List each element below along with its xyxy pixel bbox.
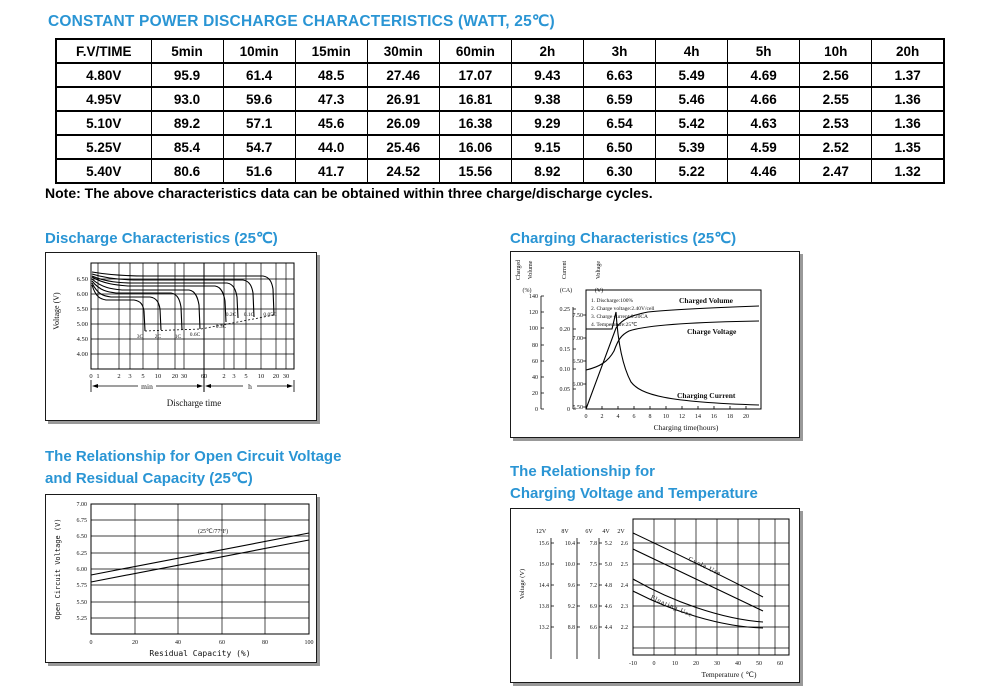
scale-value: 13.2 xyxy=(538,625,549,631)
ytick: 6.50 xyxy=(76,534,87,540)
xtick: 40 xyxy=(175,640,181,646)
scale-value: 2.3 xyxy=(620,604,628,610)
ytick: 6.25 xyxy=(76,551,87,557)
table-cell: 26.09 xyxy=(367,111,439,135)
page-title: CONSTANT POWER DISCHARGE CHARACTERISTICS (WATT, 25℃) xyxy=(48,13,555,30)
curve-label: 1C xyxy=(174,334,182,340)
table-cell: 9.38 xyxy=(511,87,583,111)
xtick: 20 xyxy=(693,661,699,667)
scale-value: 2.4 xyxy=(620,583,628,589)
table-cell: 1.37 xyxy=(872,63,944,87)
table-cell: 4.63 xyxy=(728,111,800,135)
table-cell: 5.40V xyxy=(56,159,151,183)
scale-value: 8.8 xyxy=(567,625,575,631)
table-cell: 5.49 xyxy=(656,63,728,87)
table-cell: 6.30 xyxy=(583,159,655,183)
xtick: 10 xyxy=(663,414,669,420)
scale-value: 9.6 xyxy=(567,583,575,589)
cvt-title-line1: The Relationship for xyxy=(510,463,656,480)
constant-power-table xyxy=(55,38,945,184)
table-cell: 27.46 xyxy=(367,63,439,87)
ytick: 5.75 xyxy=(76,583,87,589)
curve-label: 3C xyxy=(136,334,144,340)
table-cell: 5.22 xyxy=(656,159,728,183)
table-cell: 2.52 xyxy=(800,135,872,159)
table-cell: 17.07 xyxy=(439,63,511,87)
table-header-cell: 10h xyxy=(800,39,872,63)
table-header-cell: 3h xyxy=(583,39,655,63)
xtick: 60 xyxy=(777,661,783,667)
xtick: 30 xyxy=(282,373,290,380)
ytick: 0 xyxy=(535,407,538,413)
xtick: 20 xyxy=(743,414,749,420)
xtick: 1 xyxy=(96,373,100,380)
table-header-cell: F.V/TIME xyxy=(56,39,151,63)
table-cell: 6.50 xyxy=(583,135,655,159)
ytick: 6.50 xyxy=(76,276,88,283)
scale-value: 7.5 xyxy=(589,562,597,568)
ytick: 7.00 xyxy=(76,502,87,508)
table-cell: 4.69 xyxy=(728,63,800,87)
discharge-chart xyxy=(45,252,317,421)
xtick: 4 xyxy=(616,414,620,420)
scale-value: 6.6 xyxy=(589,625,597,631)
table-cell: 1.36 xyxy=(872,111,944,135)
xtick: 10 xyxy=(257,373,265,380)
ytick: 6.00 xyxy=(76,567,87,573)
discharge-yticks xyxy=(77,276,88,358)
cvt-curves xyxy=(633,533,763,628)
ytick: 7.00 xyxy=(572,336,583,342)
xtick: 2 xyxy=(600,414,604,420)
ytick: 40 xyxy=(532,375,538,381)
xtick: 3 xyxy=(128,373,132,380)
note-line: 1. Discharge:100% xyxy=(591,298,634,304)
table-row xyxy=(56,135,944,159)
ytick: 120 xyxy=(529,310,538,316)
cvt-ylabel: Voltage (V) xyxy=(519,568,526,600)
xtick: 2 xyxy=(117,373,121,380)
ocv-yticks xyxy=(77,502,88,622)
ocv-annotation: (25℃/77°F) xyxy=(198,529,229,535)
table-cell: 2.55 xyxy=(800,87,872,111)
table-cell: 41.7 xyxy=(295,159,367,183)
cvt-col-headers xyxy=(536,529,626,535)
ytick: 0.20 xyxy=(559,327,570,333)
xtick: 12 xyxy=(679,414,685,420)
table-row xyxy=(56,159,944,183)
cvt-chart-svg xyxy=(511,509,799,682)
ytick: 6.00 xyxy=(572,382,583,388)
table-cell: 15.56 xyxy=(439,159,511,183)
table-cell: 61.4 xyxy=(223,63,295,87)
table-header-cell: 4h xyxy=(656,39,728,63)
table-cell: 4.66 xyxy=(728,87,800,111)
curve-label: Charge Voltage xyxy=(687,327,737,336)
scale-value: 10.0 xyxy=(564,562,575,568)
band-label: Cycle Use xyxy=(686,555,723,578)
col-header: 12V xyxy=(535,529,547,535)
curve-label: 2C xyxy=(154,334,162,340)
table-cell: 4.59 xyxy=(728,135,800,159)
scale-value: 6.9 xyxy=(589,604,597,610)
table-header-cell: 5min xyxy=(151,39,223,63)
xtick: 20 xyxy=(132,640,138,646)
table-cell: 85.4 xyxy=(151,135,223,159)
col-header: 6V xyxy=(585,529,593,535)
ocv-chart xyxy=(45,494,317,663)
ytick: 60 xyxy=(532,359,538,365)
ytick: 100 xyxy=(529,326,538,332)
table-header-cell: 2h xyxy=(511,39,583,63)
scale-value: 5.2 xyxy=(604,541,612,547)
table-cell: 5.10V xyxy=(56,111,151,135)
table-cell: 26.91 xyxy=(367,87,439,111)
min-bracket-label: min xyxy=(141,382,153,391)
table-header-row xyxy=(56,39,944,63)
table-cell: 44.0 xyxy=(295,135,367,159)
ytick: 4.50 xyxy=(76,336,88,343)
scale-value: 2.6 xyxy=(620,541,628,547)
xtick: 0 xyxy=(89,373,93,380)
ytick: 0.25 xyxy=(559,307,570,313)
discharge-xticks xyxy=(89,373,289,380)
table-cell: 54.7 xyxy=(223,135,295,159)
axis-name: Voltage xyxy=(596,260,602,280)
xtick: 50 xyxy=(756,661,762,667)
xtick: 100 xyxy=(304,640,314,646)
ytick: 0 xyxy=(567,407,570,413)
xtick: 60 xyxy=(200,373,208,380)
table-row xyxy=(56,87,944,111)
xtick: 5 xyxy=(244,373,248,380)
note-line: 3. Charge current:0.20CA xyxy=(591,314,649,320)
curve-label: 0.3C xyxy=(215,324,227,330)
scale-value: 4.4 xyxy=(604,625,612,631)
ytick: 5.25 xyxy=(76,616,87,622)
scale-value: 4.6 xyxy=(604,604,612,610)
ytick: 4.00 xyxy=(76,351,88,358)
table-cell: 5.25V xyxy=(56,135,151,159)
curve-label: Charging Current xyxy=(677,391,736,400)
scale-value: 9.2 xyxy=(567,604,575,610)
table-header-cell: 10min xyxy=(223,39,295,63)
curve-label: 0.1C xyxy=(243,312,255,318)
ytick: 0.15 xyxy=(559,347,570,353)
xtick: 16 xyxy=(711,414,717,420)
ytick: 140 xyxy=(529,294,538,300)
axis-name: Volume xyxy=(528,260,534,280)
cvt-section-title xyxy=(510,461,758,505)
table-cell: 16.81 xyxy=(439,87,511,111)
table-cell: 80.6 xyxy=(151,159,223,183)
table-cell: 2.56 xyxy=(800,63,872,87)
table-note: Note: The above characteristics data can be obtained within three charge/discharge cycles. xyxy=(45,185,653,201)
ocv-ylabel: Open Circuit Voltage (V) xyxy=(54,518,62,620)
table-header-cell: 60min xyxy=(439,39,511,63)
table-cell: 1.35 xyxy=(872,135,944,159)
scale-value: 15.6 xyxy=(538,541,549,547)
cvt-band-labels xyxy=(649,556,722,619)
xtick: 0 xyxy=(89,640,93,646)
charging-xticks xyxy=(585,414,750,420)
scale-value: 4.8 xyxy=(604,583,612,589)
table-cell: 45.6 xyxy=(295,111,367,135)
discharge-unit-brackets xyxy=(91,380,294,392)
xtick: 30 xyxy=(714,661,720,667)
table-cell: 6.59 xyxy=(583,87,655,111)
col-header: 4V xyxy=(602,529,610,535)
table-cell: 2.53 xyxy=(800,111,872,135)
axis-unit: (%) xyxy=(522,288,532,294)
cvt-xticks xyxy=(629,661,783,667)
xtick: 2 xyxy=(222,373,226,380)
band-label: Floating Use xyxy=(649,594,694,620)
cvt-scale-brackets xyxy=(551,538,602,659)
charging-section-title: Charging Characteristics (25℃) xyxy=(510,230,737,247)
xtick: 20 xyxy=(272,373,280,380)
table-header-cell: 5h xyxy=(728,39,800,63)
ocv-xlabel: Residual Capacity (%) xyxy=(149,649,251,658)
scale-value: 5.0 xyxy=(604,562,612,568)
ytick: 5.50 xyxy=(572,405,583,411)
xtick: 5 xyxy=(141,373,145,380)
table-cell: 51.6 xyxy=(223,159,295,183)
ytick: 6.75 xyxy=(76,518,87,524)
xtick: 8 xyxy=(648,414,652,420)
table-cell: 57.1 xyxy=(223,111,295,135)
xtick: 20 xyxy=(171,373,179,380)
table-cell: 95.9 xyxy=(151,63,223,87)
xtick: -10 xyxy=(629,661,637,667)
table-cell: 4.46 xyxy=(728,159,800,183)
axis-unit: (V) xyxy=(594,288,604,294)
ytick: 0.10 xyxy=(559,367,570,373)
xtick: 0 xyxy=(584,414,588,420)
xtick: 40 xyxy=(735,661,741,667)
ocv-chart-svg xyxy=(46,495,316,662)
ocv-section-title xyxy=(45,446,341,490)
table-cell: 4.95V xyxy=(56,87,151,111)
ytick: 0.05 xyxy=(559,387,570,393)
cvt-xlabel: Temperature ( ℃) xyxy=(701,670,757,679)
xtick: 0 xyxy=(652,661,656,667)
curve-label: 0.05C xyxy=(263,312,277,318)
cvt-scale-values xyxy=(539,541,628,631)
table-cell: 4.80V xyxy=(56,63,151,87)
ytick: 6.00 xyxy=(76,291,88,298)
axis-name: Charged xyxy=(516,259,522,281)
curve-label: 0.2C xyxy=(225,312,237,318)
col-header: 8V xyxy=(561,529,569,535)
curve-label: 0.6C xyxy=(189,332,201,338)
scale-value: 15.0 xyxy=(538,562,549,568)
xtick: 6 xyxy=(632,414,636,420)
table-cell: 6.54 xyxy=(583,111,655,135)
table-header-cell: 15min xyxy=(295,39,367,63)
scale-value: 2.5 xyxy=(620,562,628,568)
h-bracket-label: h xyxy=(248,382,252,391)
table-cell: 5.39 xyxy=(656,135,728,159)
table-cell: 24.52 xyxy=(367,159,439,183)
table-row xyxy=(56,63,944,87)
charging-chart-svg xyxy=(511,252,799,437)
xtick: 80 xyxy=(262,640,268,646)
table-cell: 9.29 xyxy=(511,111,583,135)
charging-chart xyxy=(510,251,800,438)
table-cell: 47.3 xyxy=(295,87,367,111)
charging-xlabel: Charging time(hours) xyxy=(653,423,719,432)
xtick: 18 xyxy=(727,414,733,420)
xtick: 30 xyxy=(180,373,188,380)
ocv-xticks xyxy=(90,640,314,646)
axis-name: Current xyxy=(562,260,568,280)
discharge-section-title: Discharge Characteristics (25℃) xyxy=(45,230,278,247)
discharge-xlabel: Discharge time xyxy=(166,398,222,408)
note-line: 4. Temperature:25℃ xyxy=(591,322,638,328)
ocv-title-line2: and Residual Capacity (25℃) xyxy=(45,470,253,487)
table-row xyxy=(56,111,944,135)
col-header: 2V xyxy=(617,529,625,535)
ytick: 5.50 xyxy=(76,306,88,313)
ytick: 20 xyxy=(532,391,538,397)
cvt-title-line2: Charging Voltage and Temperature xyxy=(510,485,758,502)
charging-ytick-labels xyxy=(529,294,583,413)
table-header-cell: 20h xyxy=(872,39,944,63)
table-cell: 48.5 xyxy=(295,63,367,87)
table-cell: 1.36 xyxy=(872,87,944,111)
scale-value: 14.4 xyxy=(538,583,549,589)
discharge-chart-svg xyxy=(46,253,316,420)
table-cell: 89.2 xyxy=(151,111,223,135)
table-cell: 93.0 xyxy=(151,87,223,111)
ocv-title-line1: The Relationship for Open Circuit Voltage xyxy=(45,448,342,465)
table-cell: 16.06 xyxy=(439,135,511,159)
table-cell: 6.63 xyxy=(583,63,655,87)
charging-curve-labels xyxy=(677,296,737,400)
ytick: 6.50 xyxy=(572,359,583,365)
table-cell: 59.6 xyxy=(223,87,295,111)
scale-value: 7.8 xyxy=(589,541,597,547)
ytick: 5.50 xyxy=(76,600,87,606)
note-line: 2. Charge voltage:2.40V/cell xyxy=(591,306,655,312)
scale-value: 2.2 xyxy=(620,625,628,631)
discharge-ylabel: Voltage (V) xyxy=(52,292,61,330)
axis-unit: (CA) xyxy=(559,288,573,294)
table-cell: 1.32 xyxy=(872,159,944,183)
xtick: 10 xyxy=(672,661,678,667)
table-cell: 16.38 xyxy=(439,111,511,135)
scale-value: 10.4 xyxy=(564,541,575,547)
table-cell: 2.47 xyxy=(800,159,872,183)
table-cell: 25.46 xyxy=(367,135,439,159)
charging-axis-names xyxy=(516,260,603,294)
ytick: 7.50 xyxy=(572,313,583,319)
curve-label: Charged Volume xyxy=(679,296,733,305)
table-cell: 9.43 xyxy=(511,63,583,87)
table-cell: 8.92 xyxy=(511,159,583,183)
xtick: 14 xyxy=(695,414,701,420)
table-cell: 5.42 xyxy=(656,111,728,135)
xtick: 60 xyxy=(219,640,225,646)
table-cell: 9.15 xyxy=(511,135,583,159)
scale-value: 13.8 xyxy=(538,604,549,610)
ytick: 5.00 xyxy=(76,321,88,328)
scale-value: 7.2 xyxy=(589,583,597,589)
cvt-chart xyxy=(510,508,800,683)
ytick: 80 xyxy=(532,343,538,349)
xtick: 10 xyxy=(154,373,162,380)
table-header-cell: 30min xyxy=(367,39,439,63)
cvt-grid xyxy=(633,519,789,655)
xtick: 3 xyxy=(232,373,236,380)
ocv-lines xyxy=(91,533,309,582)
table-cell: 5.46 xyxy=(656,87,728,111)
